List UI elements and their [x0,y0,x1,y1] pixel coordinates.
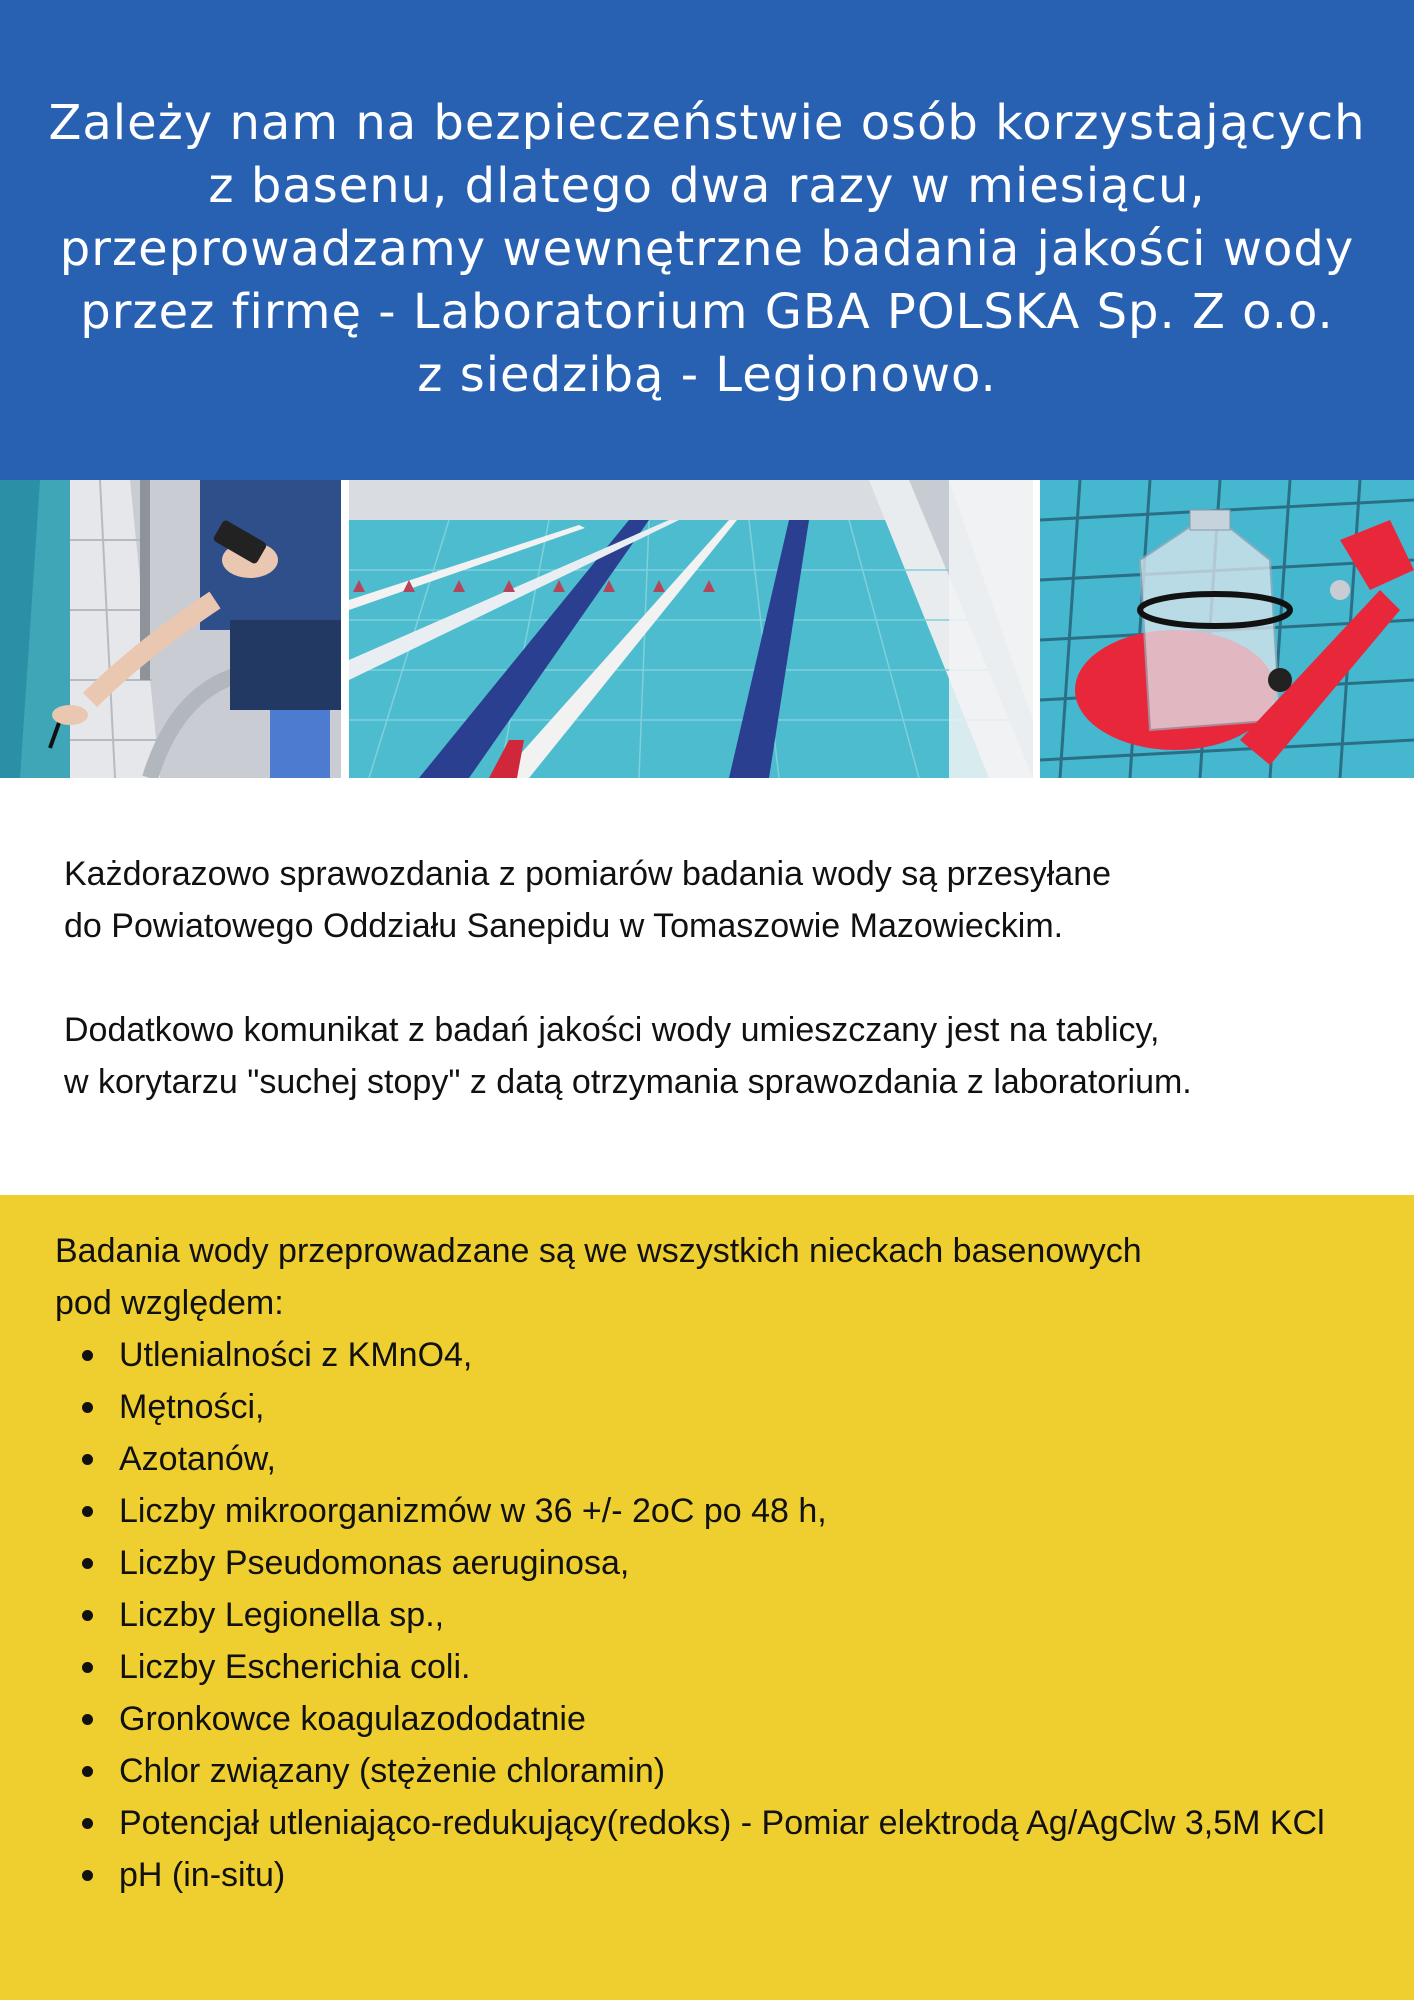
list-item-text: Liczby mikroorganizmów w 36 +/- 2oC po 48 h, [119,1492,827,1530]
list-item-text: Utlenialności z KMnO4, [119,1336,473,1374]
list-item [55,1745,1375,1797]
header-text [30,92,1384,407]
bullet-icon [82,1506,93,1517]
sample-bottle-photo [1040,480,1414,778]
list-item-text: Liczby Escherichia coli. [119,1648,471,1686]
info-line: do Powiatowego Oddziału Sanepidu w Tomaszowie Mazowieckim. [64,907,1064,945]
list-item [55,1589,1375,1641]
list-item [55,1797,1375,1849]
list-item [55,1693,1375,1745]
list-item-text: pH (in-situ) [119,1856,286,1894]
bullet-icon [82,1350,93,1361]
bullet-icon [82,1662,93,1673]
list-item-text: Liczby Legionella sp., [119,1596,445,1634]
tests-intro-line: Badania wody przeprowadzane są we wszystkich nieckach basenowych [55,1232,1142,1270]
list-item-text: Azotanów, [119,1440,276,1478]
bullet-icon [82,1766,93,1777]
list-item-text: Potencjał utleniająco-redukujący(redoks) - Pomiar elektrodą Ag/AgClw 3,5M KCl [119,1804,1325,1842]
header-line: przeprowadzamy wewnętrzne badania jakości wody [59,221,1355,277]
list-item-text: Mętności, [119,1388,265,1426]
list-item [55,1433,1375,1485]
bullet-icon [82,1454,93,1465]
bullet-icon [82,1558,93,1569]
tests-intro [55,1225,1385,1329]
tests-intro-line: pod względem: [55,1284,284,1322]
info-line: w korytarzu "suchej stopy" z datą otrzymania sprawozdania z laboratorium. [64,1063,1192,1101]
bullet-icon [82,1870,93,1881]
list-item-text: Chlor związany (stężenie chloramin) [119,1752,666,1790]
info-line: Dodatkowo komunikat z badań jakości wody umieszczany jest na tablicy, [64,1011,1160,1049]
list-item-text: Liczby Pseudomonas aeruginosa, [119,1544,630,1582]
list-item [55,1641,1375,1693]
header-line: przez firmę - Laboratorium GBA POLSKA Sp. Z o.o. [80,284,1334,340]
list-item-text: Gronkowce koagulazododatnie [119,1700,586,1738]
pool-lanes-photo [349,480,1033,778]
header-line: z siedzibą - Legionowo. [417,347,997,403]
list-item [55,1381,1375,1433]
header-line: Zależy nam na bezpieczeństwie osób korzystających [48,95,1366,151]
bullet-icon [82,1610,93,1621]
header-line: z basenu, dlatego dwa razy w miesiącu, [208,158,1206,214]
bullet-icon [82,1818,93,1829]
water-sampling-photo [0,480,341,778]
tests-section [0,1195,1414,2000]
tests-list [55,1329,1375,1901]
list-item [55,1485,1375,1537]
list-item [55,1329,1375,1381]
header-banner [0,0,1414,480]
info-section [64,848,1394,1108]
list-item [55,1849,1375,1901]
bullet-icon [82,1402,93,1413]
photo-strip [0,480,1414,778]
list-item [55,1537,1375,1589]
bullet-icon [82,1714,93,1725]
info-line: Każdorazowo sprawozdania z pomiarów badania wody są przesyłane [64,855,1112,893]
